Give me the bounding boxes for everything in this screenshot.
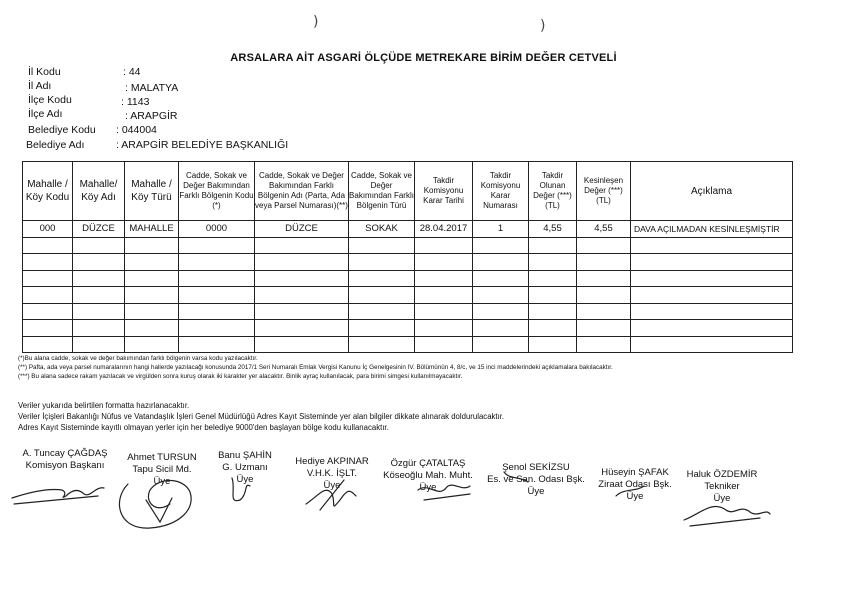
cell-karar-numarasi: 1 bbox=[473, 221, 529, 238]
cell-bolge-adi: DÜZCE bbox=[255, 221, 349, 238]
signature-scribble-2 bbox=[119, 480, 191, 528]
table-row bbox=[23, 254, 793, 271]
cell-karar-numarasi bbox=[473, 320, 529, 337]
signature-scribble-7 bbox=[616, 486, 644, 496]
footnotes bbox=[18, 354, 818, 381]
signatory-role2: Üye bbox=[323, 480, 341, 491]
cell-karar-tarihi bbox=[415, 336, 473, 353]
punch-mark-right: ) bbox=[540, 18, 546, 34]
table-row bbox=[23, 237, 793, 254]
cell-kesinlesen-deger bbox=[577, 287, 631, 304]
signatory-role: Ziraat Odası Bşk. bbox=[598, 479, 672, 490]
header-bolge-turu: Cadde, Sokak ve Değer Bakımından Farklı Bölgenin Türü bbox=[349, 162, 415, 221]
handwritten-signatures bbox=[0, 470, 847, 600]
header-kesinlesen-deger: Kesinleşen Değer (***) (TL) bbox=[577, 162, 631, 221]
signatory-role: Köseoğlu Mah. Muht. bbox=[383, 470, 473, 481]
signatory-role2: Üye bbox=[626, 491, 644, 502]
cell-karar-numarasi bbox=[473, 287, 529, 304]
cell-bolge-kodu bbox=[179, 270, 255, 287]
signatory-name: Banu ŞAHİN bbox=[218, 450, 272, 461]
cell-aciklama bbox=[631, 287, 793, 304]
cell-aciklama bbox=[631, 270, 793, 287]
cell-karar-tarihi bbox=[415, 303, 473, 320]
cell-karar-numarasi bbox=[473, 237, 529, 254]
cell-mahalle-adi bbox=[73, 320, 125, 337]
footnote-1: (*)Bu alana cadde, sokak ve değer bakımından farklı bölgenin varsa kodu yazılacaktır. bbox=[18, 355, 258, 362]
header-aciklama: Açıklama bbox=[631, 162, 793, 221]
il-kodu-label: İl Kodu bbox=[28, 66, 61, 78]
belediye-adi-value: : ARAPGİR BELEDİYE BAŞKANLIĞI bbox=[116, 139, 289, 151]
cell-karar-tarihi: 28.04.2017 bbox=[415, 221, 473, 238]
cell-takdir-degeri bbox=[529, 287, 577, 304]
cell-mahalle-adi bbox=[73, 254, 125, 271]
table-row bbox=[23, 303, 793, 320]
cell-bolge-adi bbox=[255, 237, 349, 254]
cell-karar-tarihi bbox=[415, 254, 473, 271]
header-mahalle-turu: Mahalle / Köy Türü bbox=[125, 162, 179, 221]
signatory-name: Özgür ÇATALTAŞ bbox=[390, 458, 466, 469]
cell-kesinlesen-deger bbox=[577, 320, 631, 337]
ilce-kodu-value: : 1143 bbox=[121, 96, 150, 108]
header-karar-tarihi: Takdir Komisyonu Karar Tarihi bbox=[415, 162, 473, 221]
cell-kesinlesen-deger: 4,55 bbox=[577, 221, 631, 238]
info-block bbox=[28, 65, 428, 155]
signatory-name: Hüseyin ŞAFAK bbox=[601, 467, 669, 478]
cell-aciklama bbox=[631, 254, 793, 271]
cell-aciklama bbox=[631, 336, 793, 353]
instruction-2: Veriler İçişleri Bakanlığı Nüfus ve Vatandaşlık İşleri Genel Müdürlüğü Adres Kayıt Sisteminde yer alan bilgiler dikkate alınarak doldurulacaktır. bbox=[18, 412, 505, 421]
cell-mahalle-turu bbox=[125, 287, 179, 304]
value-table bbox=[22, 161, 793, 353]
signature-scribble-3 bbox=[232, 478, 250, 501]
signatory-name: Ahmet TURSUN bbox=[127, 452, 197, 463]
cell-mahalle-kodu bbox=[23, 237, 73, 254]
cell-takdir-degeri bbox=[529, 237, 577, 254]
instructions bbox=[18, 400, 818, 433]
signatory-name: Haluk ÖZDEMİR bbox=[686, 469, 758, 480]
cell-takdir-degeri bbox=[529, 270, 577, 287]
table-header-row bbox=[23, 162, 793, 221]
cell-mahalle-turu bbox=[125, 237, 179, 254]
signature-scribble-8 bbox=[684, 507, 770, 527]
cell-karar-tarihi bbox=[415, 320, 473, 337]
cell-aciklama bbox=[631, 303, 793, 320]
cell-bolge-kodu bbox=[179, 303, 255, 320]
punch-mark-left: ) bbox=[313, 14, 319, 30]
cell-bolge-turu bbox=[349, 303, 415, 320]
cell-mahalle-adi bbox=[73, 270, 125, 287]
cell-aciklama bbox=[631, 320, 793, 337]
signature-scribble-6 bbox=[504, 472, 528, 482]
table-row bbox=[23, 320, 793, 337]
cell-kesinlesen-deger bbox=[577, 270, 631, 287]
cell-kesinlesen-deger bbox=[577, 336, 631, 353]
il-adi-label: İl Adı bbox=[28, 80, 52, 92]
table-row bbox=[23, 221, 793, 238]
signatory-1 bbox=[10, 448, 120, 472]
cell-mahalle-adi bbox=[73, 237, 125, 254]
footnote-3: (***) Bu alana sadece rakam yazılacak ve virgülden sonra kuruş olarak iki karakter yer alacaktır. Binlik ayraç kullanılacak, para birimi simgesi kullanılmayacaktır. bbox=[18, 373, 463, 380]
cell-karar-tarihi bbox=[415, 237, 473, 254]
cell-bolge-turu bbox=[349, 336, 415, 353]
cell-takdir-degeri bbox=[529, 336, 577, 353]
cell-kesinlesen-deger bbox=[577, 237, 631, 254]
footnote-2: (**) Pafta, ada veya parsel numaralarının hangi hallerde yazılacağı konusunda 2017/1 Seri Numaralı Emlak Vergisi Kanunu İç Genelgesinin IV. Bölümünün 4, 8/c, ve 15 inci maddelerindeki açıklamalara bakılacaktır. bbox=[18, 364, 613, 371]
cell-bolge-adi bbox=[255, 336, 349, 353]
signature-scribble-4 bbox=[306, 480, 356, 510]
table-row bbox=[23, 270, 793, 287]
cell-mahalle-turu bbox=[125, 303, 179, 320]
cell-mahalle-kodu bbox=[23, 287, 73, 304]
cell-bolge-kodu bbox=[179, 237, 255, 254]
il-adi-value: : MALATYA bbox=[125, 82, 179, 94]
cell-mahalle-kodu bbox=[23, 270, 73, 287]
cell-mahalle-turu bbox=[125, 254, 179, 271]
cell-mahalle-kodu bbox=[23, 303, 73, 320]
belediye-kodu-label: Belediye Kodu bbox=[28, 124, 96, 136]
cell-bolge-adi bbox=[255, 303, 349, 320]
cell-mahalle-kodu bbox=[23, 254, 73, 271]
signatory-role: V.H.K. İŞLT. bbox=[306, 468, 358, 479]
cell-mahalle-adi: DÜZCE bbox=[73, 221, 125, 238]
header-karar-numarasi: Takdir Komisyonu Karar Numarası bbox=[473, 162, 529, 221]
cell-mahalle-adi bbox=[73, 287, 125, 304]
signature-scribble-1 bbox=[12, 488, 104, 504]
cell-bolge-turu: SOKAK bbox=[349, 221, 415, 238]
ilce-adi-value: : ARAPGİR bbox=[125, 110, 178, 122]
signatory-role2: Üye bbox=[236, 474, 254, 485]
cell-bolge-turu bbox=[349, 237, 415, 254]
cell-takdir-degeri bbox=[529, 303, 577, 320]
signatory-role2: Üye bbox=[153, 476, 171, 487]
cell-kesinlesen-deger bbox=[577, 254, 631, 271]
cell-takdir-degeri bbox=[529, 254, 577, 271]
cell-karar-tarihi bbox=[415, 270, 473, 287]
signature-scribble-5 bbox=[418, 485, 470, 500]
signatory-role: Tapu Sicil Md. bbox=[132, 464, 192, 475]
cell-takdir-degeri: 4,55 bbox=[529, 221, 577, 238]
cell-takdir-degeri bbox=[529, 320, 577, 337]
il-kodu-value: : 44 bbox=[123, 66, 141, 78]
signatory-role: G. Uzmanı bbox=[222, 462, 268, 473]
signatory-name: Hediye AKPINAR bbox=[295, 456, 369, 467]
cell-mahalle-kodu bbox=[23, 320, 73, 337]
cell-kesinlesen-deger bbox=[577, 303, 631, 320]
cell-bolge-kodu bbox=[179, 254, 255, 271]
cell-karar-numarasi bbox=[473, 303, 529, 320]
signatory-name: A. Tuncay ÇAĞDAŞ bbox=[22, 448, 108, 459]
cell-mahalle-turu: MAHALLE bbox=[125, 221, 179, 238]
header-mahalle-kodu: Mahalle / Köy Kodu bbox=[23, 162, 73, 221]
signatory-name: Şenol SEKİZSU bbox=[502, 462, 570, 473]
header-takdir-degeri: Takdir Olunan Değer (***) (TL) bbox=[529, 162, 577, 221]
cell-mahalle-turu bbox=[125, 320, 179, 337]
signatory-role: Komisyon Başkanı bbox=[25, 460, 105, 471]
cell-bolge-adi bbox=[255, 320, 349, 337]
cell-mahalle-kodu: 000 bbox=[23, 221, 73, 238]
cell-karar-tarihi bbox=[415, 287, 473, 304]
cell-mahalle-adi bbox=[73, 336, 125, 353]
cell-bolge-adi bbox=[255, 287, 349, 304]
signatory-role2: Üye bbox=[713, 493, 731, 504]
signatory-role2: Üye bbox=[527, 486, 545, 497]
instruction-1: Veriler yukarıda belirtilen formatta hazırlanacaktır. bbox=[18, 401, 190, 410]
cell-bolge-kodu bbox=[179, 320, 255, 337]
ilce-adi-label: İlçe Adı bbox=[28, 108, 63, 120]
cell-aciklama: DAVA AÇILMADAN KESİNLEŞMİŞTİR bbox=[631, 221, 793, 238]
signatory-role2: Üye bbox=[419, 482, 437, 493]
cell-aciklama bbox=[631, 237, 793, 254]
cell-bolge-adi bbox=[255, 254, 349, 271]
cell-bolge-kodu bbox=[179, 336, 255, 353]
instruction-3: Adres Kayıt Sisteminde kayıtlı olmayan yerler için her belediye 9000'den başlayan bölge kodu kullanacaktır. bbox=[18, 423, 389, 432]
header-bolge-adi: Cadde, Sokak ve Değer Bakımından Farklı Bölgenin Adı (Parta, Ada veya Parsel Numarası)(**) bbox=[255, 162, 349, 221]
cell-bolge-kodu: 0000 bbox=[179, 221, 255, 238]
ilce-kodu-label: İlçe Kodu bbox=[28, 94, 72, 106]
belediye-adi-label: Belediye Adı bbox=[26, 139, 85, 151]
cell-mahalle-kodu bbox=[23, 336, 73, 353]
belediye-kodu-value: : 044004 bbox=[116, 124, 157, 136]
header-mahalle-adi: Mahalle/ Köy Adı bbox=[73, 162, 125, 221]
header-bolge-kodu: Cadde, Sokak ve Değer Bakımından Farklı Bölgenin Kodu (*) bbox=[179, 162, 255, 221]
cell-karar-numarasi bbox=[473, 270, 529, 287]
cell-karar-numarasi bbox=[473, 336, 529, 353]
signatory-role: Tekniker bbox=[704, 481, 740, 492]
cell-bolge-turu bbox=[349, 287, 415, 304]
cell-bolge-turu bbox=[349, 254, 415, 271]
cell-karar-numarasi bbox=[473, 254, 529, 271]
document-title: ARSALARA AİT ASGARİ ÖLÇÜDE METREKARE BİRİM DEĞER CETVELİ bbox=[230, 52, 617, 64]
cell-bolge-turu bbox=[349, 270, 415, 287]
table-row bbox=[23, 287, 793, 304]
cell-mahalle-adi bbox=[73, 303, 125, 320]
cell-bolge-turu bbox=[349, 320, 415, 337]
cell-bolge-adi bbox=[255, 270, 349, 287]
cell-mahalle-turu bbox=[125, 270, 179, 287]
signatory-role: Es. ve San. Odası Bşk. bbox=[487, 474, 585, 485]
cell-mahalle-turu bbox=[125, 336, 179, 353]
cell-bolge-kodu bbox=[179, 287, 255, 304]
table-row bbox=[23, 336, 793, 353]
